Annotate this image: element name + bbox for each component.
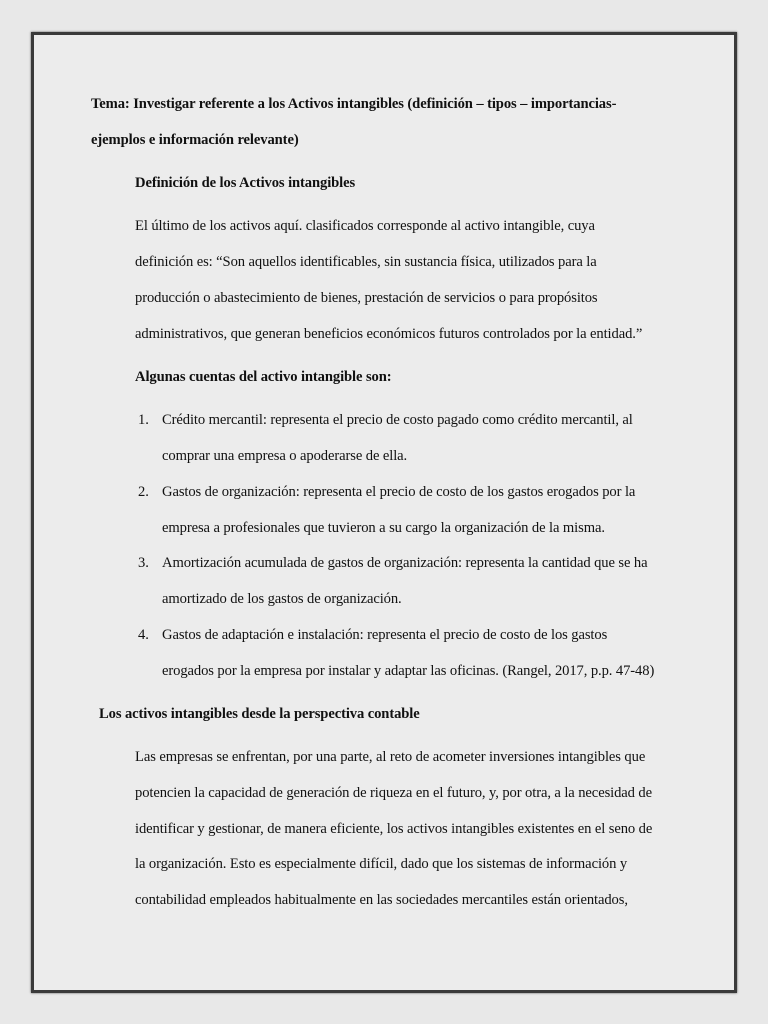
list-item-line: erogados por la empresa por instalar y adaptar las oficinas. (Rangel, 2017, p.p. 47-48) xyxy=(162,663,655,679)
section-heading-definicion: Definición de los Activos intangibles xyxy=(135,175,356,191)
paragraph-line: administrativos, que generan beneficios económicos futuros controlados por la entidad.” xyxy=(135,326,643,342)
paragraph-line: la organización. Esto es especialmente difícil, dado que los sistemas de información y xyxy=(135,856,628,872)
section-heading-perspectiva: Los activos intangibles desde la perspectiva contable xyxy=(99,706,420,722)
list-item-number: 1. xyxy=(138,412,149,428)
paragraph-line: definición es: “Son aquellos identificables, sin sustancia física, utilizados para la xyxy=(135,254,597,270)
paragraph-line: identificar y gestionar, de manera eficiente, los activos intangibles existentes en el seno de xyxy=(135,821,653,837)
list-item-line: Amortización acumulada de gastos de organización: representa la cantidad que se ha xyxy=(162,555,648,571)
topic-line-2: ejemplos e información relevante) xyxy=(91,132,299,148)
list-item-line: Gastos de adaptación e instalación: representa el precio de costo de los gastos xyxy=(162,627,608,643)
list-item-line: amortizado de los gastos de organización. xyxy=(162,591,402,607)
document-page xyxy=(31,32,737,993)
paragraph-line: Las empresas se enfrentan, por una parte, al reto de acometer inversiones intangibles que xyxy=(135,749,646,765)
paragraph-line: producción o abastecimiento de bienes, prestación de servicios o para propósitos xyxy=(135,290,598,306)
list-item-number: 4. xyxy=(138,627,149,643)
list-item-line: empresa a profesionales que tuvieron a su cargo la organización de la misma. xyxy=(162,520,605,536)
list-item-number: 2. xyxy=(138,484,149,500)
section-heading-cuentas: Algunas cuentas del activo intangible son: xyxy=(135,369,392,385)
paragraph-line: potencien la capacidad de generación de riqueza en el futuro, y, por otra, a la necesidad de xyxy=(135,785,652,801)
paragraph-line: contabilidad empleados habitualmente en las sociedades mercantiles están orientados, xyxy=(135,892,628,908)
topic-line-1: Tema: Investigar referente a los Activos intangibles (definición – tipos – importancias- xyxy=(91,96,617,112)
paragraph-line: El último de los activos aquí. clasificados corresponde al activo intangible, cuya xyxy=(135,218,595,234)
list-item-line: Crédito mercantil: representa el precio de costo pagado como crédito mercantil, al xyxy=(162,412,633,428)
list-item-number: 3. xyxy=(138,555,149,571)
list-item-line: comprar una empresa o apoderarse de ella. xyxy=(162,448,408,464)
list-item-line: Gastos de organización: representa el precio de costo de los gastos erogados por la xyxy=(162,484,636,500)
